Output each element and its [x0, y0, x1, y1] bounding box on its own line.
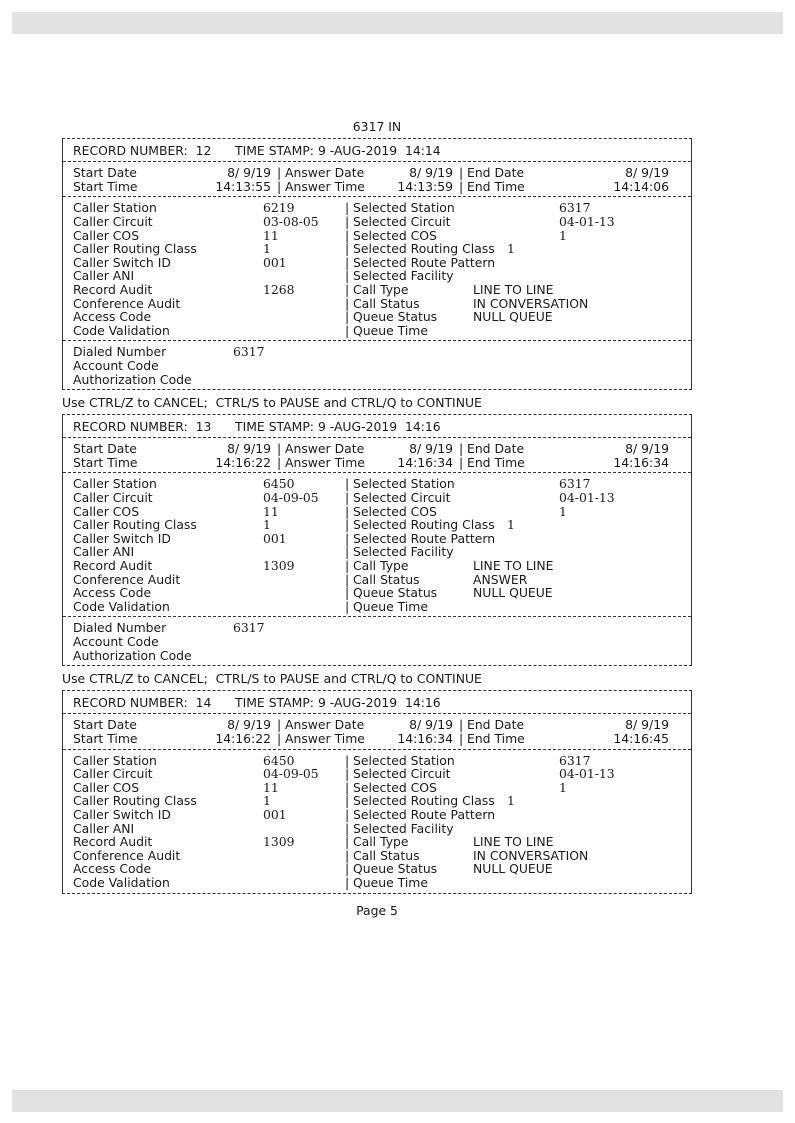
call-record [62, 690, 692, 894]
date-time-section: Start Date 8/ 9/19 | Answer Date 8/ 9/19 | End Date 8/ 9/19 Start Time 14:13:55 | Answer Time 14:13:59 | End Time 14:14:06 [63, 162, 691, 197]
scan-edge-top [12, 12, 783, 34]
report-header: 6317 IN [352, 119, 402, 134]
time-stamp: 9 -AUG-2019 14:14 [317, 142, 441, 158]
call-record [62, 138, 692, 390]
continue-note: Use CTRL/Z to CANCEL; CTRL/S to PAUSE and CTRL/Q to CONTINUE [62, 671, 482, 687]
time-stamp: 9 -AUG-2019 14:16 [317, 694, 441, 710]
caller-selected-section: Caller Station 6450 | Selected Station 6317 Caller Circuit 04-09-05 | Selected Circuit 04-01-13 Caller COS 11 | Selected COS 1 Caller Routing Class 1 | Selected Routing Class 1 Caller Switch ID 001 | Selected Route Pattern Caller ANI | Selected Facility Record Audit 1309 | Call Type LINE TO LINE Conference Audit | Call Status IN CONVERSATION Access Code | Queue Status NULL QUEUE Code Validation | Queue Time [73, 752, 615, 890]
call-record-report [62, 120, 692, 917]
date-time-section: Start Date 8/ 9/19 | Answer Date 8/ 9/19 | End Date 8/ 9/19 Start Time 14:16:22 | Answer Time 14:16:34 | End Time 14:16:45 [63, 714, 691, 749]
date-time-section: Start Date 8/ 9/19 | Answer Date 8/ 9/19 | End Date 8/ 9/19 Start Time 14:16:22 | Answer Time 14:16:34 | End Time 14:16:34 [63, 438, 691, 473]
record-title-row: RECORD NUMBER: 14 TIME STAMP: 9 -AUG-2019 14:16 [63, 691, 691, 715]
scan-edge-bottom [12, 1090, 783, 1112]
record-number: 12 [195, 142, 212, 158]
caller-selected-section: Caller Station 6219 | Selected Station 6317 Caller Circuit 03-08-05 | Selected Circuit 04-01-13 Caller COS 11 | Selected COS 1 Caller Routing Class 1 | Selected Routing Class 1 Caller Switch ID 001 | Selected Route Pattern Caller ANI | Selected Facility Record Audit 1268 | Call Type LINE TO LINE Conference Audit | Call Status IN CONVERSATION Access Code | Queue Status NULL QUEUE Code Validation | Queue Time [63, 197, 691, 341]
record-number: 13 [195, 418, 212, 434]
continue-note: Use CTRL/Z to CANCEL; CTRL/S to PAUSE and CTRL/Q to CONTINUE [62, 395, 482, 411]
record-number: 14 [195, 694, 212, 710]
record-title-row: RECORD NUMBER: 13 TIME STAMP: 9 -AUG-2019 14:16 [63, 415, 691, 439]
caller-selected-section: Caller Station 6450 | Selected Station 6317 Caller Circuit 04-09-05 | Selected Circuit 04-01-13 Caller COS 11 | Selected COS 1 Caller Routing Class 1 | Selected Routing Class 1 Caller Switch ID 001 | Selected Route Pattern Caller ANI | Selected Facility Record Audit 1309 | Call Type LINE TO LINE Conference Audit | Call Status ANSWER Access Code | Queue Status NULL QUEUE Code Validation | Queue Time [63, 473, 691, 617]
page-number: Page 5 [356, 902, 398, 918]
time-stamp: 9 -AUG-2019 14:16 [317, 418, 441, 434]
dialed-section: Dialed Number 6317 Account Code Authorization Code [73, 344, 265, 387]
record-title-row: RECORD NUMBER: 12 TIME STAMP: 9 -AUG-2019 14:14 [63, 139, 691, 163]
dialed-section: Dialed Number 6317 Account Code Authorization Code [73, 620, 265, 663]
call-record [62, 414, 692, 666]
